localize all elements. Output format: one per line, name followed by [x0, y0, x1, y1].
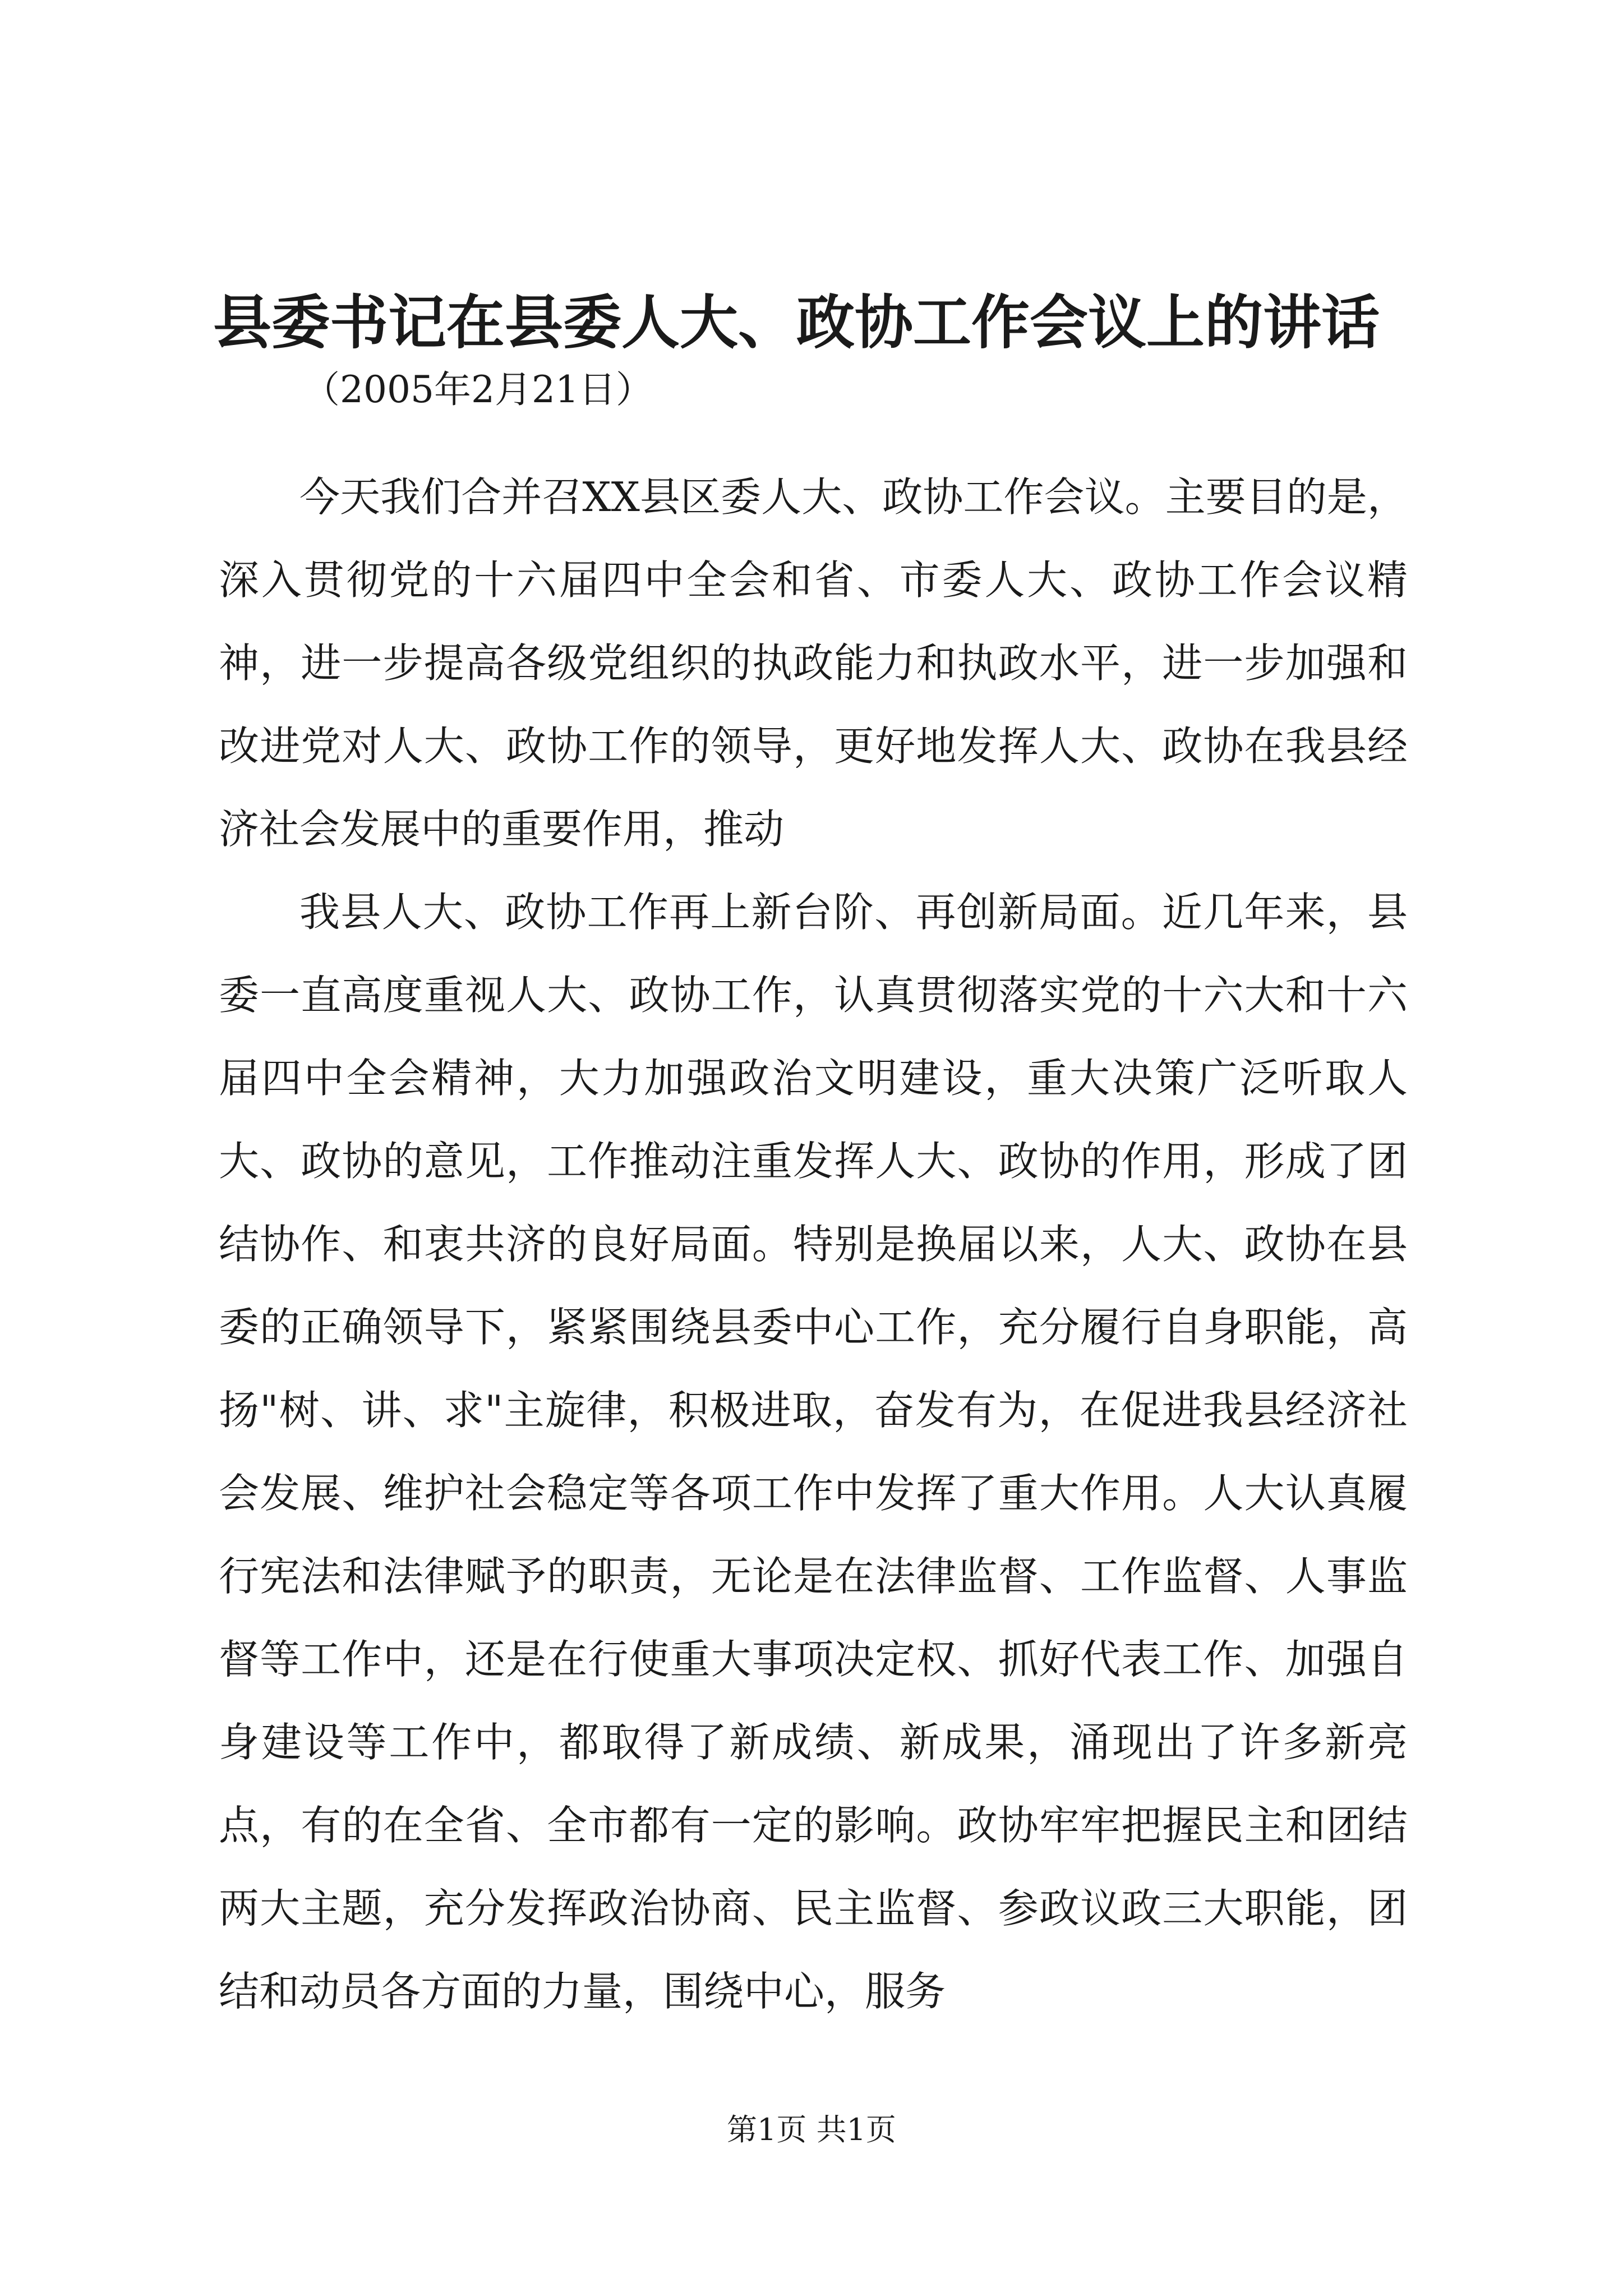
document-title: 县委书记在县委人大、政协工作会议上的讲话	[213, 288, 1380, 357]
body-paragraph: 我县人大、政协工作再上新台阶、再创新局面。近几年来，县委一直高度重视人大、政协工作，认真贯彻落实党的十六大和十六届四中全会精神，大力加强政治文明建设，重大决策广泛听取人大、政协的意见，工作推动注重发挥人大、政协的作用，形成了团结协作、和衷共济的良好局面。特别是换届以来，人大、政协在县委的正确领导下，紧紧围绕县委中心工作，充分履行自身职能，高扬"树、讲、求"主旋律，积极进取，奋发有为，在促进我县经济社会发展、维护社会稳定等各项工作中发挥了重大作用。人大认真履行宪法和法律赋予的职责，无论是在法律监督、工作监督、人事监督等工作中，还是在行使重大事项决定权、抓好代表工作、加强自身建设等工作中，都取得了新成绩、新成果，涌现出了许多新亮点，有的在全省、全市都有一定的影响。政协牢牢把握民主和团结两大主题，充分发挥政治协商、民主监督、参政议政三大职能，团结和动员各方面的力量，围绕中心，服务	[219, 889, 1408, 2015]
document-date: （2005年2月21日）	[303, 368, 653, 411]
document-body	[219, 455, 1408, 2033]
body-paragraph: 今天我们合并召XX县区委人大、政协工作会议。主要目的是，深入贯彻党的十六届四中全会和省、市委人大、政协工作会议精神，进一步提高各级党组织的执政能力和执政水平，进一步加强和改进党对人大、政协工作的领导，更好地发挥人大、政协在我县经济社会发展中的重要作用，推动	[219, 473, 1408, 853]
page-footer: 第1页 共1页	[727, 2112, 896, 2147]
